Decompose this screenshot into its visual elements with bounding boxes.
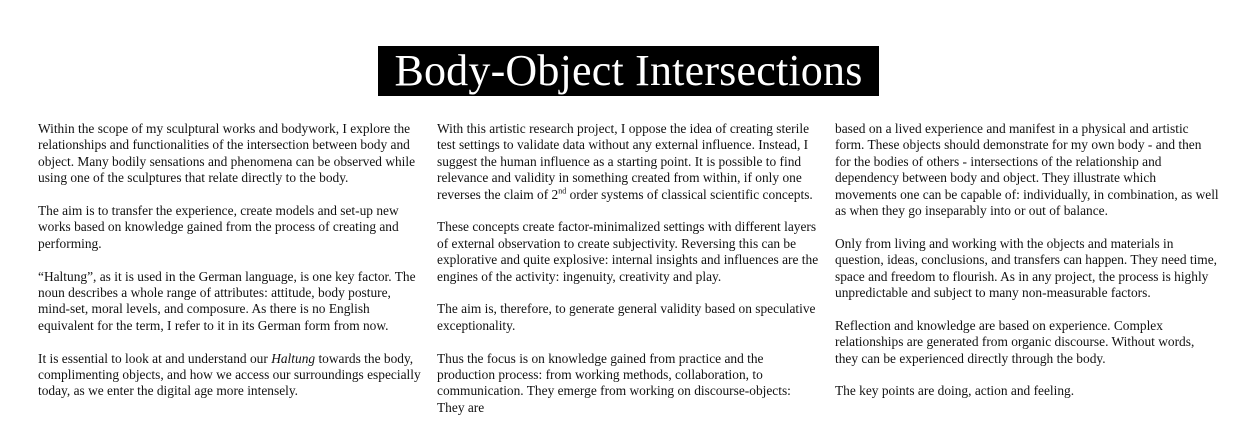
paragraph: Reflection and knowledge are based on experience. Complex relationships are generated from organic discourse. Without words, they can be experienced directly through the body. bbox=[835, 317, 1195, 366]
text-run: order systems of classical scientific concepts. bbox=[566, 186, 813, 202]
paragraph: These concepts create factor-minimalized settings with different layers of external observation to create subjectivity. Reversing this can be explorative and quite explosive: internal insights and influences are the engines of the activity: ingenuity, creativity and play. bbox=[437, 219, 819, 284]
text-column-2 bbox=[437, 121, 821, 433]
italic-term: Haltung bbox=[271, 350, 316, 366]
text-run: towards the body, complimenting objects, and how we access our surroundings especially today, as we enter the digital age more intensely. bbox=[38, 350, 421, 399]
superscript: nd bbox=[558, 186, 567, 196]
paragraph: The key points are doing, action and feeling. bbox=[835, 383, 1075, 399]
text-run: It is essential to look at and understand our bbox=[38, 350, 272, 366]
paragraph: “Haltung”, as it is used in the German language, is one key factor. The noun describes a whole range of attributes: attitude, body posture, mind-set, moral levels, and composure. As there is no English equivalent for the term, I refer to it in its German form from now. bbox=[38, 268, 416, 333]
paragraph: based on a lived experience and manifest in a physical and artistic form. These objects should demonstrate for my own body - and then for the bodies of others - intersections of the relationship and dependency between body and object. They illustrate which movements one can be capable of: individually, in combination, as well as when they go inseparably into or out of balance. bbox=[835, 121, 1219, 219]
paragraph bbox=[437, 121, 821, 203]
text-column-1 bbox=[38, 121, 422, 416]
paragraph: Within the scope of my sculptural works and bodywork, I explore the relationships and functionalities of the intersection between body and object. Many bodily sensations and phenomena can be observed while using one of the sculptures that relate directly to the body. bbox=[38, 121, 416, 186]
paragraph: Thus the focus is on knowledge gained from practice and the production process: from working methods, collaboration, to communication. They emerge from working on discourse-objects: They are bbox=[437, 350, 791, 415]
paragraph: Only from living and working with the objects and materials in question, ideas, conclusions, and transfers can happen. They need time, space and freedom to flourish. As in any project, the process is highly unpredictable and subject to many non-measurable factors. bbox=[835, 235, 1218, 301]
text-run: With this artistic research project, I oppose the idea of creating sterile test settings to validate data without any external influence. Instead, I suggest the human influence as a starting point. It is possible to find relevance and validity in something created from within, if only one reverses the claim of 2 bbox=[437, 121, 810, 202]
paragraph: The aim is to transfer the experience, create models and set-up new works based on knowledge gained from the process of creating and performing. bbox=[38, 203, 399, 251]
paragraph bbox=[38, 351, 422, 400]
title-container bbox=[0, 46, 1257, 96]
paragraph: The aim is, therefore, to generate general validity based on speculative exceptionality. bbox=[437, 301, 816, 333]
text-column-3 bbox=[835, 121, 1219, 416]
page-title: Body-Object Intersections bbox=[378, 46, 878, 96]
